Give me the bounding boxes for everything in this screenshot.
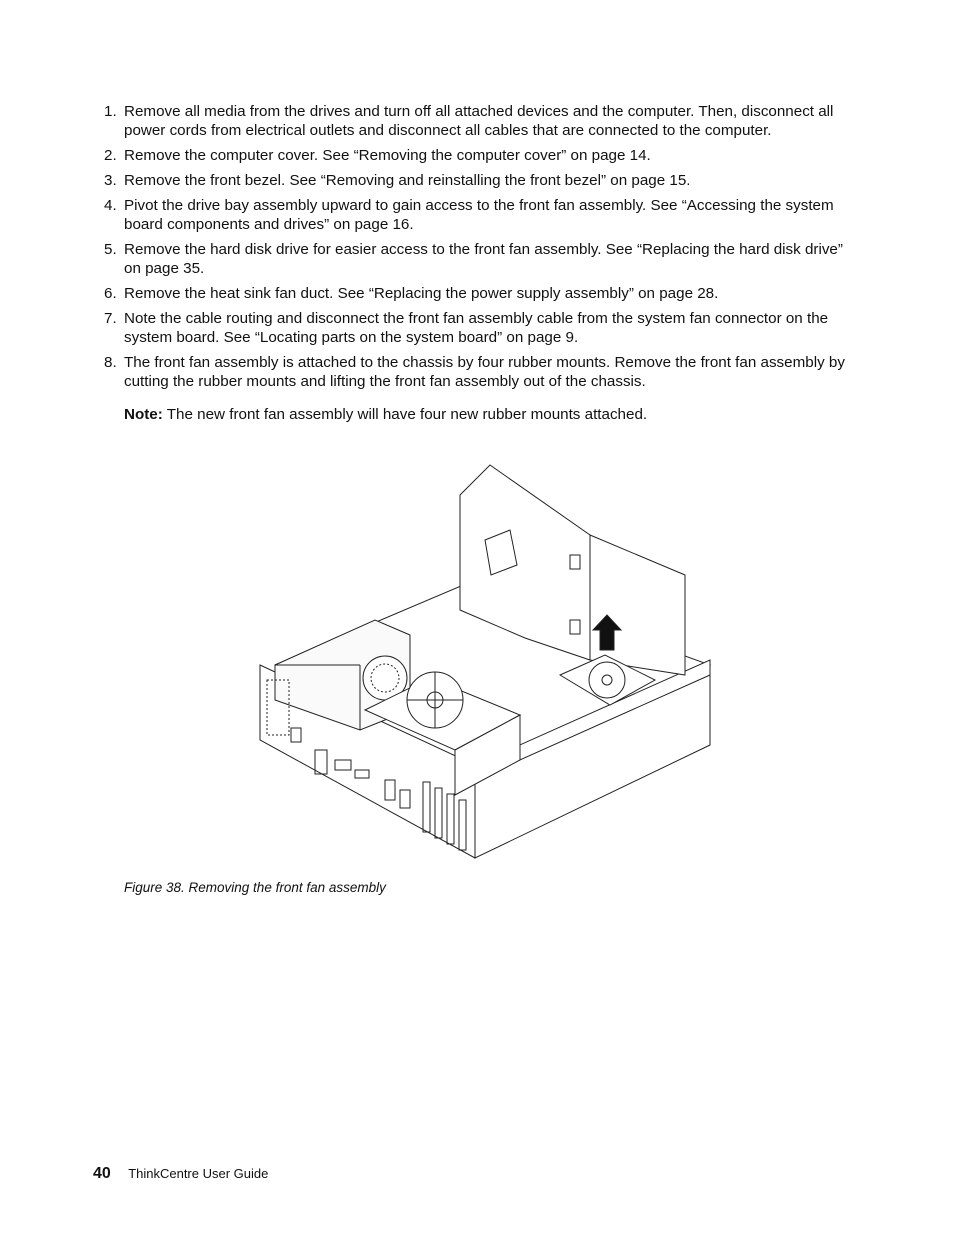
note-text: The new front fan assembly will have four new rubber mounts attached.	[166, 406, 648, 423]
step-item	[100, 353, 850, 391]
note-label: Note:	[124, 406, 163, 423]
step-number: 5.	[104, 241, 117, 258]
step-item	[100, 240, 850, 278]
step-number: 1.	[104, 103, 117, 120]
step-item	[100, 171, 850, 190]
step-number: 8.	[104, 354, 117, 371]
step-text: Remove the hard disk drive for easier access to the front fan assembly. See “Replacing the hard disk drive” on page 35.	[124, 241, 843, 277]
fan-removal-illustration	[255, 460, 715, 860]
step-item	[100, 146, 850, 165]
figure-caption: Figure 38. Removing the front fan assembly	[124, 880, 386, 895]
step-text: Pivot the drive bay assembly upward to gain access to the front fan assembly. See “Accessing the system board components and drives” on page 16.	[124, 197, 834, 233]
step-text: Remove the heat sink fan duct. See “Replacing the power supply assembly” on page 28.	[124, 285, 719, 302]
step-number: 6.	[104, 285, 117, 302]
procedure-steps	[100, 102, 850, 397]
step-text: Remove the computer cover. See “Removing the computer cover” on page 14.	[124, 147, 651, 164]
step-item	[100, 196, 850, 234]
page-footer	[93, 1165, 268, 1183]
step-item	[100, 309, 850, 347]
power-connector-icon	[291, 728, 301, 742]
step-number: 2.	[104, 147, 117, 164]
step-number: 7.	[104, 310, 117, 327]
document-title: ThinkCentre User Guide	[128, 1166, 269, 1181]
step-text: Note the cable routing and disconnect the front fan assembly cable from the system fan connector on the system board. See “Locating parts on the system board” on page 9.	[124, 310, 829, 346]
step-text: The front fan assembly is attached to the chassis by four rubber mounts. Remove the front fan assembly by cutting the rubber mounts and lifting the front fan assembly out of the chassis.	[124, 354, 845, 390]
step-number: 3.	[104, 172, 117, 189]
step-number: 4.	[104, 197, 117, 214]
page-number: 40	[93, 1165, 111, 1182]
note	[124, 405, 647, 424]
step-text: Remove all media from the drives and turn off all attached devices and the computer. Then, disconnect all power cords from electrical outlets and disconnect all cables that are connected to the computer.	[124, 103, 834, 139]
step-text: Remove the front bezel. See “Removing and reinstalling the front bezel” on page 15.	[124, 172, 691, 189]
step-item	[100, 284, 850, 303]
step-item	[100, 102, 850, 140]
